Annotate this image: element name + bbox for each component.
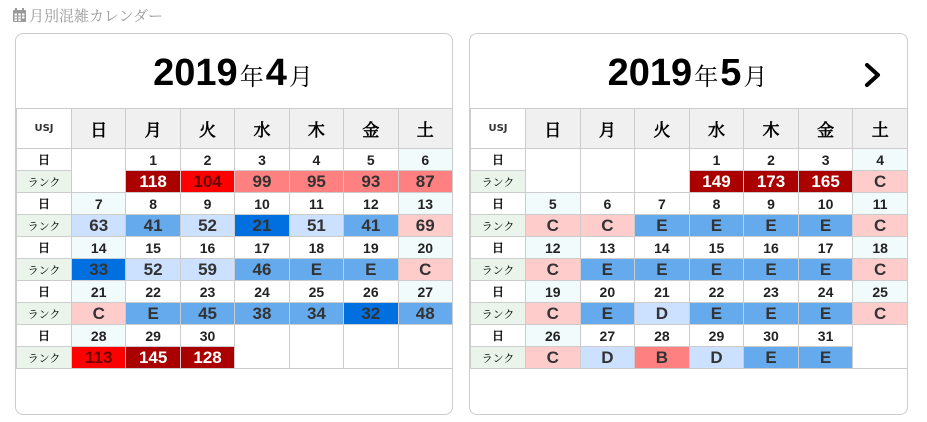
next-month-button[interactable] — [861, 62, 885, 88]
rank-label: ランク — [17, 259, 72, 281]
day-number: 28 — [72, 325, 126, 347]
weekday-header: 金 — [798, 109, 853, 149]
weekday-header: 日 — [72, 109, 126, 149]
crowd-rank[interactable]: 118 — [126, 171, 180, 193]
day-number: 31 — [798, 325, 853, 347]
day-number: 10 — [235, 193, 289, 215]
crowd-rank[interactable]: C — [853, 171, 908, 193]
empty-day-cell — [235, 325, 289, 369]
day-number: 18 — [853, 237, 908, 259]
crowd-rank[interactable]: D — [635, 303, 690, 325]
calendar-table — [16, 108, 453, 369]
day-number: 2 — [744, 149, 799, 171]
empty-day-cell — [853, 325, 908, 369]
day-number: 10 — [798, 193, 853, 215]
day-number: 23 — [180, 281, 234, 303]
date-row — [471, 149, 908, 171]
calendar-table — [470, 108, 908, 369]
day-number: 24 — [798, 281, 853, 303]
rank-row — [17, 303, 453, 325]
weekday-header: 火 — [180, 109, 234, 149]
day-number: 12 — [344, 193, 398, 215]
day-number: 22 — [689, 281, 744, 303]
day-number: 27 — [398, 281, 452, 303]
weekday-header: 月 — [580, 109, 635, 149]
rank-row — [471, 303, 908, 325]
day-number: 9 — [744, 193, 799, 215]
crowd-rank[interactable]: E — [289, 259, 343, 281]
day-number: 15 — [126, 237, 180, 259]
month-suffix: 月 — [743, 63, 768, 91]
weekday-header: 金 — [344, 109, 398, 149]
weekday-header: 火 — [635, 109, 690, 149]
day-number: 5 — [526, 193, 581, 215]
day-number: 11 — [853, 193, 908, 215]
day-label: 日 — [471, 281, 526, 303]
rank-row — [471, 347, 908, 369]
weekday-header: 水 — [235, 109, 289, 149]
day-number: 15 — [689, 237, 744, 259]
day-number: 3 — [235, 149, 289, 171]
crowd-rank[interactable]: 63 — [72, 215, 126, 237]
weekday-header: 土 — [853, 109, 908, 149]
crowd-rank[interactable]: E — [689, 303, 744, 325]
crowd-rank[interactable]: 145 — [126, 347, 180, 369]
day-number: 28 — [635, 325, 690, 347]
crowd-rank[interactable]: 104 — [180, 171, 234, 193]
crowd-rank[interactable]: C — [853, 215, 908, 237]
crowd-rank[interactable]: C — [853, 259, 908, 281]
crowd-rank[interactable]: 51 — [289, 215, 343, 237]
day-number: 14 — [635, 237, 690, 259]
crowd-rank[interactable]: C — [398, 259, 452, 281]
day-number: 6 — [580, 193, 635, 215]
date-row — [471, 193, 908, 215]
crowd-rank[interactable]: 173 — [744, 171, 799, 193]
page-title — [12, 4, 163, 26]
rank-label: ランク — [471, 303, 526, 325]
crowd-rank[interactable]: 128 — [180, 347, 234, 369]
day-number: 4 — [289, 149, 343, 171]
empty-day-cell — [580, 149, 635, 193]
crowd-rank[interactable]: 21 — [235, 215, 289, 237]
crowd-rank[interactable]: 59 — [180, 259, 234, 281]
date-row — [17, 149, 453, 171]
day-number: 24 — [235, 281, 289, 303]
day-label: 日 — [471, 149, 526, 171]
rank-label: ランク — [471, 347, 526, 369]
day-number: 7 — [635, 193, 690, 215]
crowd-rank[interactable]: 34 — [289, 303, 343, 325]
page-title-text: 月別混雑カレンダー — [29, 6, 164, 25]
crowd-rank[interactable]: 165 — [798, 171, 853, 193]
calendar-panel-april — [15, 33, 453, 415]
crowd-rank[interactable]: E — [744, 259, 799, 281]
day-label: 日 — [17, 281, 72, 303]
day-label: 日 — [471, 237, 526, 259]
empty-day-cell — [526, 149, 581, 193]
day-number: 12 — [526, 237, 581, 259]
calendar-panel-may — [469, 33, 908, 415]
crowd-rank[interactable]: 32 — [344, 303, 398, 325]
crowd-rank[interactable]: C — [580, 215, 635, 237]
rank-label: ランク — [17, 347, 72, 369]
empty-day-cell — [398, 325, 452, 369]
day-number: 30 — [744, 325, 799, 347]
crowd-rank[interactable]: 48 — [398, 303, 452, 325]
crowd-rank[interactable]: E — [744, 215, 799, 237]
day-label: 日 — [17, 193, 72, 215]
rank-label: ランク — [471, 259, 526, 281]
year: 2019 — [153, 52, 238, 94]
crowd-rank[interactable]: D — [689, 347, 744, 369]
day-number: 13 — [580, 237, 635, 259]
crowd-rank[interactable]: 95 — [289, 171, 343, 193]
crowd-rank[interactable]: 93 — [344, 171, 398, 193]
crowd-rank[interactable]: E — [126, 303, 180, 325]
rank-row — [471, 215, 908, 237]
day-number: 20 — [580, 281, 635, 303]
day-number: 25 — [289, 281, 343, 303]
month-title — [16, 52, 452, 96]
day-number: 14 — [72, 237, 126, 259]
date-row — [17, 237, 453, 259]
month: 5 — [720, 52, 742, 94]
day-number: 8 — [689, 193, 744, 215]
crowd-rank[interactable]: E — [344, 259, 398, 281]
date-row — [17, 193, 453, 215]
day-number: 16 — [744, 237, 799, 259]
crowd-rank[interactable]: E — [744, 347, 799, 369]
crowd-rank[interactable]: C — [526, 347, 581, 369]
empty-day-cell — [635, 149, 690, 193]
day-number: 17 — [235, 237, 289, 259]
month-suffix: 月 — [288, 63, 313, 91]
rank-row — [471, 259, 908, 281]
day-number: 3 — [798, 149, 853, 171]
month-title — [470, 52, 907, 96]
weekday-header-row — [471, 109, 908, 149]
day-number: 11 — [289, 193, 343, 215]
crowd-rank[interactable]: 45 — [180, 303, 234, 325]
day-number: 20 — [398, 237, 452, 259]
day-label: 日 — [17, 325, 72, 347]
day-number: 9 — [180, 193, 234, 215]
crowd-rank[interactable]: 87 — [398, 171, 452, 193]
crowd-rank[interactable]: 52 — [180, 215, 234, 237]
day-number: 16 — [180, 237, 234, 259]
day-number: 13 — [398, 193, 452, 215]
crowd-rank[interactable]: E — [744, 303, 799, 325]
crowd-rank[interactable]: 69 — [398, 215, 452, 237]
rank-label: ランク — [17, 215, 72, 237]
crowd-rank[interactable]: 52 — [126, 259, 180, 281]
day-number: 8 — [126, 193, 180, 215]
empty-day-cell — [344, 325, 398, 369]
crowd-rank[interactable]: 41 — [126, 215, 180, 237]
crowd-rank[interactable]: 41 — [344, 215, 398, 237]
day-number: 17 — [798, 237, 853, 259]
crowd-rank[interactable]: E — [798, 347, 853, 369]
crowd-rank[interactable]: C — [526, 215, 581, 237]
crowd-rank[interactable]: C — [526, 259, 581, 281]
weekday-header: 土 — [398, 109, 452, 149]
rank-row — [17, 215, 453, 237]
rank-label: ランク — [17, 171, 72, 193]
day-number: 21 — [635, 281, 690, 303]
rank-label: ランク — [471, 171, 526, 193]
crowd-rank[interactable]: D — [580, 347, 635, 369]
day-number: 29 — [689, 325, 744, 347]
day-number: 4 — [853, 149, 908, 171]
corner-label: USJ — [17, 109, 72, 149]
date-row — [17, 281, 453, 303]
weekday-header: 水 — [689, 109, 744, 149]
day-label: 日 — [17, 149, 72, 171]
day-number: 19 — [344, 237, 398, 259]
day-number: 5 — [344, 149, 398, 171]
month: 4 — [265, 52, 287, 94]
rank-label: ランク — [471, 215, 526, 237]
day-label: 日 — [471, 193, 526, 215]
day-number: 29 — [126, 325, 180, 347]
crowd-rank[interactable]: E — [635, 215, 690, 237]
crowd-rank[interactable]: 113 — [72, 347, 126, 369]
year-suffix: 年 — [239, 63, 264, 91]
corner-label: USJ — [471, 109, 526, 149]
day-number: 19 — [526, 281, 581, 303]
day-number: 6 — [398, 149, 452, 171]
crowd-rank[interactable]: E — [635, 259, 690, 281]
empty-day-cell — [289, 325, 343, 369]
crowd-rank[interactable]: C — [853, 303, 908, 325]
day-label: 日 — [471, 325, 526, 347]
calendar-icon — [12, 7, 27, 23]
day-number: 1 — [126, 149, 180, 171]
date-row — [471, 237, 908, 259]
crowd-rank[interactable]: 149 — [689, 171, 744, 193]
crowd-rank[interactable]: E — [798, 303, 853, 325]
day-number: 27 — [580, 325, 635, 347]
crowd-rank[interactable]: E — [689, 215, 744, 237]
chevron-right-icon — [861, 62, 885, 88]
weekday-header: 日 — [526, 109, 581, 149]
crowd-rank[interactable]: E — [580, 303, 635, 325]
rank-label: ランク — [17, 303, 72, 325]
crowd-rank[interactable]: E — [798, 259, 853, 281]
crowd-rank[interactable]: 38 — [235, 303, 289, 325]
weekday-header: 木 — [289, 109, 343, 149]
crowd-rank[interactable]: C — [72, 303, 126, 325]
crowd-rank[interactable]: 33 — [72, 259, 126, 281]
crowd-rank[interactable]: 99 — [235, 171, 289, 193]
day-number: 26 — [344, 281, 398, 303]
day-number: 26 — [526, 325, 581, 347]
day-number: 22 — [126, 281, 180, 303]
crowd-rank[interactable]: E — [689, 259, 744, 281]
crowd-rank[interactable]: E — [798, 215, 853, 237]
year-suffix: 年 — [694, 63, 719, 91]
crowd-rank[interactable]: B — [635, 347, 690, 369]
day-number: 30 — [180, 325, 234, 347]
day-number: 21 — [72, 281, 126, 303]
day-number: 7 — [72, 193, 126, 215]
empty-day-cell — [72, 149, 126, 193]
crowd-rank[interactable]: C — [526, 303, 581, 325]
weekday-header: 木 — [744, 109, 799, 149]
day-number: 1 — [689, 149, 744, 171]
day-number: 2 — [180, 149, 234, 171]
date-row — [471, 281, 908, 303]
year: 2019 — [607, 52, 693, 94]
crowd-rank[interactable]: E — [580, 259, 635, 281]
day-label: 日 — [17, 237, 72, 259]
day-number: 23 — [744, 281, 799, 303]
rank-row — [17, 259, 453, 281]
crowd-rank[interactable]: 46 — [235, 259, 289, 281]
weekday-header-row — [17, 109, 453, 149]
weekday-header: 月 — [126, 109, 180, 149]
date-row — [471, 325, 908, 347]
date-row — [17, 325, 453, 347]
day-number: 18 — [289, 237, 343, 259]
day-number: 25 — [853, 281, 908, 303]
